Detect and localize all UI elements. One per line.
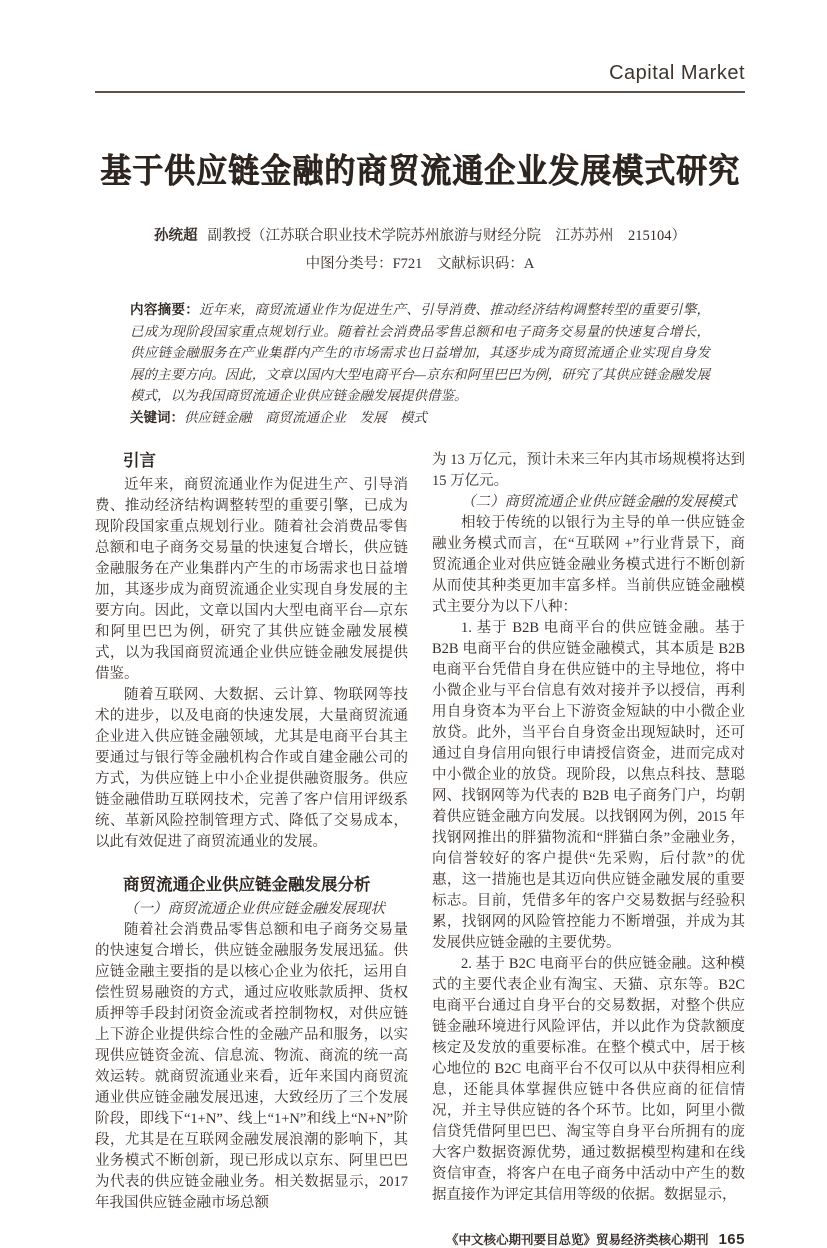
- keywords-line: [130, 407, 710, 429]
- section-label: Capital Market: [609, 62, 745, 84]
- journal-note: 《中文核心期刊要目总览》贸易经济类核心期刊: [445, 1233, 709, 1247]
- paragraph: 2. 基于 B2C 电商平台的供应链金融。这种模式的主要代表企业有淘宝、天猫、京东等。B2C 电商平台通过自身平台的交易数据，对整个供应链金融环境进行风险评估，并以此作为贷款额度核定及发放的重要标准。在整个模式中，居于核心地位的 B2C 电商平台不仅可以从中获得相应利息，还能具体掌握供应链中各供应商的征信情况，并主导供应链的各个环节。比如，阿里小微信贷凭借阿里巴巴、淘宝等自身平台所拥有的庞大客户数据资源优势，通过数据模型构建和在线资信审查，将客户在电子商务中活动中产生的数据直接作为评定其信用等级的依据。数据显示，: [432, 956, 745, 1203]
- paragraph: 1. 基于 B2B 电商平台的供应链金融。基于 B2B 电商平台的供应链金融模式，其本质是 B2B 电商平台凭借自身在供应链中的主导地位，将中小微企业与平台信息有效对接并予以授信，再利用自身资本为平台上下游资金短缺的中小微企业放贷。此外，当平台自身资金出现短缺时，还可通过自身信用向银行申请授信资金，进而完成对中小微企业的放贷。现阶段，以焦点科技、慧聪网、找钢网等为代表的 B2B 电子商务门户，均朝着供应链金融方向发展。以找钢网为例，2015 年找钢网推出的胖猫物流和“胖猫白条”金融业务，向信誉较好的客户提供“先采购，后付款”的优惠，这一措施也是其迈向供应链金融发展的重要标志。目前，凭借多年的客户交易数据与经验积累，找钢网的风险管控能力不断增强，并成为其发展供应链金融的主要优势。: [432, 620, 745, 951]
- abstract-block: [130, 299, 710, 428]
- page-content: [95, 0, 745, 1248]
- classification-line: 中图分类号：F721 文献标识码：A: [305, 256, 535, 272]
- section-heading-introduction: 引言: [123, 452, 156, 470]
- journal-section-header: [95, 62, 745, 93]
- author-line: [95, 224, 745, 245]
- page-number: 165: [718, 1231, 745, 1248]
- subsection-heading-status: （一）商贸流通企业供应链金融发展现状: [124, 901, 385, 917]
- section-heading-analysis: 商贸流通企业供应链金融发展分析: [123, 876, 371, 894]
- article-title: 基于供应链金融的商贸流通企业发展模式研究: [100, 151, 740, 190]
- subsection-heading-models: （二）商贸流通企业供应链金融的发展模式: [461, 494, 737, 510]
- paragraph: 随着互联网、大数据、云计算、物联网等技术的进步，以及电商的快速发展，大量商贸流通企业进入供应链金融领域，尤其是电商平台其主要通过与银行等金融机构合作或自建金融公司的方式，为供应链上中小企业提供融资服务。供应链金融借助互联网技术，完善了客户信用评级系统、革新风险控制管理方式、降低了交易成本，以此有效促进了商贸流通业的发展。: [95, 687, 408, 850]
- right-column: [432, 450, 745, 1214]
- keywords-text: 供应链金融 商贸流通企业 发展 模式: [184, 409, 427, 425]
- paragraph-continued: 为 13 万亿元，预计未来三年内其市场规模将达到 15 万亿元。: [432, 452, 745, 489]
- paragraph: 相较于传统的以银行为主导的单一供应链金融业务模式而言，在“互联网 +”行业背景下，商贸流通企业对供应链金融业务模式进行不断创新从而使其种类更加丰富多样。当前供应链金融模式主要分为以下八种：: [432, 515, 745, 615]
- paragraph: 随着社会消费品零售总额和电子商务交易量的快速复合增长，供应链金融服务发展迅猛。供应链金融主要指的是以核心企业为依托，运用自偿性贸易融资的方式，通过应收账款质押、货权质押等手段封闭资金流或者控制物权，对供应链上下游企业提供综合性的金融产品和服务，以实现供应链资金流、信息流、物流、商流的统一高效运转。就商贸流通业来看，近年来国内商贸流通业供应链金融发展迅速，大致经历了三个发展阶段，即线下“1+N”、线上“1+N”和线上“N+N”阶段，尤其是在互联网金融发展浪潮的影响下，其业务模式不断创新，现已形成以京东、阿里巴巴为代表的供应链金融业务。相关数据显示，2017 年我国供应链金融市场总额: [95, 922, 408, 1211]
- left-column: [95, 450, 408, 1214]
- page-footer: [95, 1230, 745, 1248]
- keywords-label: 关键词：: [130, 409, 184, 425]
- abstract-label: 内容摘要：: [130, 302, 200, 317]
- abstract-paragraph: [130, 299, 710, 407]
- author-name: 孙统超: [154, 228, 198, 244]
- author-affiliation: 副教授（江苏联合职业技术学院苏州旅游与财经分院 江苏苏州 215104）: [207, 228, 686, 244]
- body-columns: [95, 450, 745, 1214]
- abstract-text: 近年来，商贸流通业作为促进生产、引导消费、推动经济结构调整转型的重要引擎，已成为现阶段国家重点规划行业。随着社会消费品零售总额和电子商务交易量的快速复合增长，供应链金融服务在产业集群内产生的市场需求也日益增加，其逐步成为商贸流通企业实现自身发展的主要方向。因此，文章以国内大型电商平台—京东和阿里巴巴为例，研究了其供应链金融发展模式，以为我国商贸流通企业供应链金融发展提供借鉴。: [130, 302, 711, 403]
- paragraph: 近年来，商贸流通业作为促进生产、引导消费、推动经济结构调整转型的重要引擎，已成为现阶段国家重点规划行业。随着社会消费品零售总额和电子商务交易量的快速复合增长，供应链金融服务在产业集群内产生的市场需求也日益增加，其逐步成为商贸流通企业实现自身发展的主要方向。因此，文章以国内大型电商平台—京东和阿里巴巴为例，研究了其供应链金融发展模式，以为我国商贸流通企业供应链金融发展提供借鉴。: [95, 477, 408, 682]
